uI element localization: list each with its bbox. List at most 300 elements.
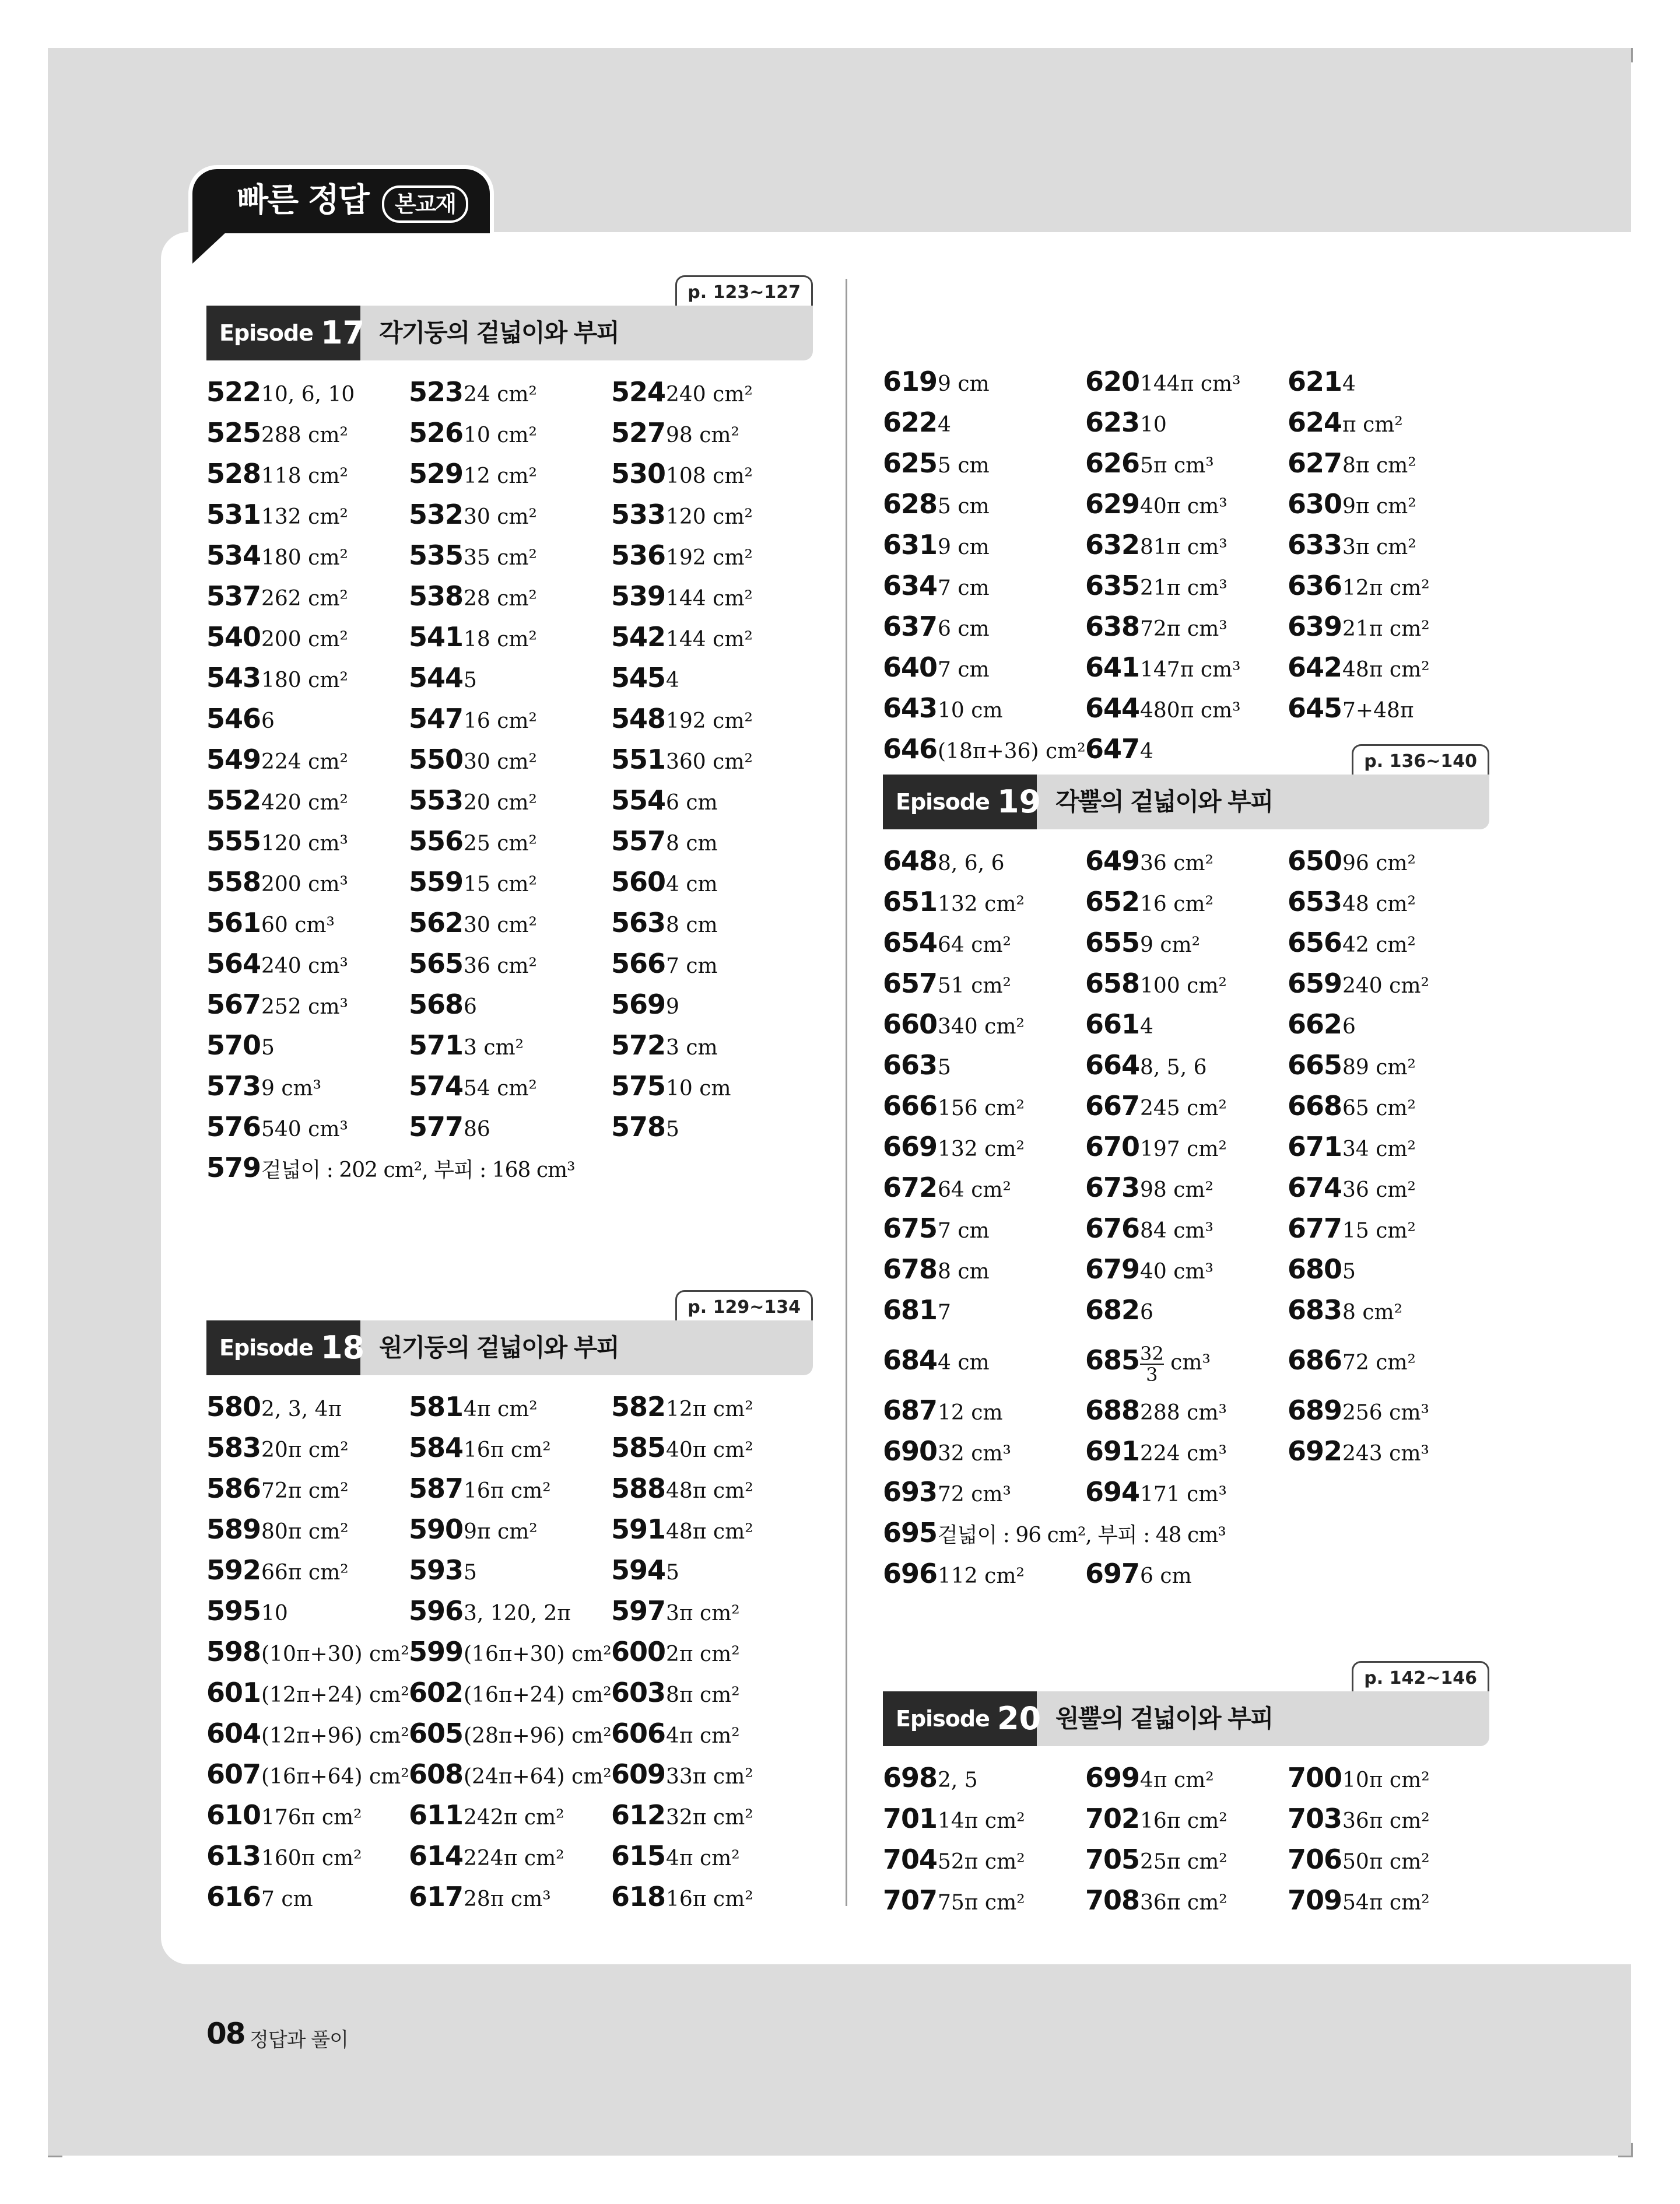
answer-value: 192 cm² [666,546,753,570]
question-number: 655 [1085,927,1140,958]
question-number: 696 [883,1558,938,1589]
question-number: 643 [883,692,938,724]
answer-item-643 [883,688,1003,728]
answer-value: 6 [1342,1015,1356,1039]
answer-value: 3π cm² [666,1602,740,1625]
answer-value: 18 cm² [464,628,537,651]
answer-value: 25π cm² [1140,1850,1227,1874]
answer-value: 176π cm² [261,1806,362,1830]
answer-item-682 [1085,1290,1153,1330]
answer-value: 9π cm² [464,1520,538,1544]
episode-title: 각뿔의 겉넓이와 부피 [1055,787,1273,816]
question-number: 632 [1085,529,1140,560]
answer-item-640 [883,647,990,688]
question-number: 686 [1288,1344,1342,1376]
question-number: 541 [409,621,464,653]
answer-item-539 [611,576,753,616]
answer-item-603 [611,1672,740,1713]
question-number: 524 [611,376,666,408]
answer-item-589 [206,1509,349,1550]
answer-item-529 [409,453,537,494]
answer-item-648 [883,840,1005,881]
answer-value: 7 cm [938,1219,990,1243]
answer-value: 5 [938,1056,951,1080]
answer-item-609 [611,1754,753,1795]
answer-value: 252 cm³ [261,995,348,1019]
answer-value: 72π cm² [261,1479,349,1503]
answer-value: 242π cm² [464,1806,564,1830]
answer-value: 4π cm² [666,1846,740,1870]
answer-value: 7 cm [261,1887,313,1911]
question-number: 566 [611,948,666,979]
question-number: 631 [883,529,938,560]
answer-value: 240 cm² [666,383,753,407]
answer-value: 7 cm [938,576,990,600]
answer-item-637 [883,606,990,647]
question-number: 561 [206,907,261,938]
question-number: 538 [409,580,464,612]
question-number: 704 [883,1844,938,1875]
question-number: 591 [611,1513,666,1545]
page-reference: p. 136~140 [1352,744,1489,776]
answer-value: (10π+30) cm² [261,1642,409,1666]
answer-item-530 [611,453,753,494]
question-number: 633 [1288,529,1342,560]
answer-value: 16 cm² [1140,892,1213,916]
question-number: 703 [1288,1803,1342,1834]
answer-value: 51 cm² [938,974,1011,998]
question-number: 661 [1085,1008,1140,1040]
answer-item-604 [206,1713,409,1754]
episode-header [883,1691,1489,1746]
answer-value: 35 cm² [464,546,537,570]
answer-item-679 [1085,1249,1213,1290]
answer-value: 10 [1140,413,1167,437]
answer-value: 21π cm³ [1140,576,1227,600]
question-number: 700 [1288,1762,1342,1793]
answer-item-676 [1085,1208,1213,1249]
answer-item-651 [883,881,1025,922]
question-number: 534 [206,539,261,571]
page-reference: p. 123~127 [675,275,813,307]
answer-value: 192 cm² [666,709,753,733]
answer-value: 16π cm² [1140,1809,1227,1833]
answer-value: 10 cm [938,699,1003,723]
answer-item-583 [206,1427,349,1468]
answer-value: 10π cm² [1342,1768,1430,1792]
answer-item-594 [611,1550,679,1590]
answer-value: 16π cm² [464,1438,551,1462]
answer-value: 6 [261,709,275,733]
answer-item-674 [1288,1167,1416,1208]
answer-value: 12π cm² [666,1397,753,1421]
answer-item-623 [1085,402,1167,443]
answer-item-703 [1288,1798,1430,1839]
question-number: 545 [611,662,666,693]
answer-item-586 [206,1468,349,1509]
question-number: 575 [611,1070,666,1102]
question-number: 640 [883,651,938,683]
episode-title: 원뿔의 겉넓이와 부피 [1055,1704,1273,1733]
question-number: 680 [1288,1253,1342,1285]
answer-item-620 [1085,361,1241,402]
answer-value: 100 cm² [1140,974,1227,998]
answer-value: 10, 6, 10 [261,383,355,407]
answer-value: 160π cm² [261,1846,362,1870]
answer-item-599 [409,1631,612,1672]
answer-value: 147π cm³ [1140,658,1241,682]
question-number: 622 [883,407,938,438]
question-number: 671 [1288,1131,1342,1162]
question-number: 576 [206,1111,261,1143]
question-number: 577 [409,1111,464,1143]
answer-item-625 [883,443,990,483]
answer-item-559 [409,861,537,902]
answer-value: 5 [1342,1260,1356,1284]
answer-value: 36π cm² [1342,1809,1430,1833]
episode-label-box [206,306,365,360]
answer-value: 72 cm³ [938,1483,1011,1506]
question-number: 598 [206,1636,261,1667]
episode-header [206,1320,813,1375]
question-number: 675 [883,1213,938,1244]
answer-value: 132 cm² [938,1137,1025,1161]
answer-item-699 [1085,1757,1214,1798]
answer-item-705 [1085,1839,1227,1880]
answer-item-613 [206,1835,362,1876]
answer-item-546 [206,698,275,739]
answer-value: 5 cm [938,454,990,478]
answer-value: 12π cm² [1342,576,1430,600]
answer-value: 겉넓이 : 202 cm², 부피 : 168 cm³ [261,1158,575,1182]
answer-item-608 [409,1754,612,1795]
question-number: 559 [409,866,464,898]
answer-value: 84 cm³ [1140,1219,1213,1243]
question-number: 628 [883,488,938,520]
answer-value: 98 cm² [666,423,739,447]
question-number: 611 [409,1799,464,1831]
answer-value: 36 cm² [1342,1178,1416,1202]
episode-label-box [206,1320,365,1375]
answer-value: 48 cm² [1342,892,1416,916]
answer-item-635 [1085,565,1227,606]
question-number: 529 [409,458,464,489]
question-number: 615 [611,1840,666,1872]
answer-item-587 [409,1468,551,1509]
question-number: 617 [409,1881,464,1912]
footer-label: 정답과 풀이 [250,2028,349,2052]
question-number: 623 [1085,407,1140,438]
answer-item-664 [1085,1045,1207,1085]
answer-value: 86 [464,1117,490,1141]
question-number: 657 [883,968,938,999]
episode-19-section [883,744,1489,1607]
episode-label-box [883,1691,1041,1746]
answer-value: 54π cm² [1342,1891,1430,1915]
question-number: 606 [611,1718,666,1749]
question-number: 552 [206,784,261,816]
answer-value: 245 cm² [1140,1096,1227,1120]
answer-item-704 [883,1839,1025,1880]
answer-value: 256 cm³ [1342,1401,1429,1425]
answer-value: 360 cm² [666,750,753,774]
answer-item-662 [1288,1004,1356,1045]
question-number: 581 [409,1391,464,1422]
question-number: 674 [1288,1172,1342,1203]
answer-item-678 [883,1249,990,1290]
answer-value: (28π+96) cm² [464,1724,612,1748]
answer-value: 4π cm² [464,1397,538,1421]
question-number: 665 [1288,1049,1342,1081]
answer-value: (16π+30) cm² [464,1642,612,1666]
answer-item-537 [206,576,348,616]
answer-item-524 [611,372,753,412]
answer-item-591 [611,1509,753,1550]
question-number: 564 [206,948,261,979]
answer-value: 240 cm² [1342,974,1429,998]
answer-item-683 [1288,1290,1402,1330]
answer-value: 30 cm² [464,750,537,774]
answer-value: 32π cm² [666,1806,753,1830]
question-number: 607 [206,1758,261,1790]
answer-value: 75π cm² [938,1891,1025,1915]
answer-value: 8, 6, 6 [938,852,1005,875]
answer-item-687 [883,1390,1003,1431]
question-number: 522 [206,376,261,408]
answer-value: 132 cm² [261,505,348,529]
answer-item-564 [206,943,348,984]
question-number: 629 [1085,488,1140,520]
question-number: 595 [206,1595,261,1627]
answer-value: 3π cm² [1342,535,1416,559]
question-number: 546 [206,703,261,734]
answer-item-531 [206,494,348,535]
answer-value: 5 [464,1561,477,1585]
episode-number: 19 [997,783,1041,820]
question-number: 599 [409,1636,464,1667]
answer-value: 120 cm² [666,505,753,529]
episode-word: Episode [896,1706,990,1732]
answer-value: 52π cm² [938,1850,1025,1874]
question-number: 664 [1085,1049,1140,1081]
answer-value: 14π cm² [938,1809,1025,1833]
answer-item-691 [1085,1431,1227,1471]
answer-item-657 [883,963,1011,1004]
question-number: 618 [611,1881,666,1912]
answer-item-574 [409,1066,537,1106]
answer-item-622 [883,402,951,443]
answer-item-663 [883,1045,951,1085]
answer-value: 48π cm² [1342,658,1430,682]
answer-item-605 [409,1713,612,1754]
question-number: 693 [883,1476,938,1508]
answer-value: 96 cm² [1342,852,1416,875]
answer-item-545 [611,657,679,698]
answer-value: 112 cm² [938,1564,1025,1588]
answer-value: 144 cm² [666,587,753,611]
answer-value: 98 cm² [1140,1178,1213,1202]
answer-value: 118 cm² [261,464,348,488]
question-number: 531 [206,499,261,530]
answer-value: 8π cm² [1342,454,1416,478]
answer-value: 8 cm [938,1260,990,1284]
answer-item-526 [409,412,537,453]
question-number: 658 [1085,968,1140,999]
question-number: 630 [1288,488,1342,520]
answer-value: (18π+36) cm² [938,740,1086,763]
episode-20-section [883,1661,1489,1929]
answer-item-577 [409,1106,490,1147]
answer-value: 4 [1140,740,1153,763]
question-number: 547 [409,703,464,734]
answer-item-670 [1085,1126,1227,1167]
question-number: 666 [883,1090,938,1122]
answer-value: 9π cm² [1342,495,1416,518]
question-number: 572 [611,1029,666,1061]
answer-value: 9 [666,995,679,1019]
answer-item-533 [611,494,753,535]
answer-value: 80π cm² [261,1520,349,1544]
episode-word: Episode [219,320,313,346]
answer-item-628 [883,483,990,524]
answer-item-573 [206,1066,321,1106]
question-number: 635 [1085,570,1140,601]
question-number: 706 [1288,1844,1342,1875]
episode-word: Episode [896,789,990,815]
question-number: 579 [206,1152,261,1183]
answer-value: 480π cm³ [1140,699,1241,723]
question-number: 586 [206,1473,261,1504]
answer-value: (24π+64) cm² [464,1765,612,1789]
answer-item-581 [409,1386,538,1427]
answer-item-590 [409,1509,538,1550]
question-number: 670 [1085,1131,1140,1162]
answer-value: 240 cm³ [261,954,348,978]
question-number: 553 [409,784,464,816]
answer-item-556 [409,821,537,861]
answer-value: 108 cm² [666,464,753,488]
answer-value: 16π cm² [666,1887,753,1911]
answer-item-695 [883,1512,1226,1553]
question-number: 644 [1085,692,1140,724]
answer-item-658 [1085,963,1227,1004]
question-number: 614 [409,1840,464,1872]
answer-item-579 [206,1147,575,1188]
answer-value: 64 cm² [938,933,1011,957]
question-number: 667 [1085,1090,1140,1122]
question-number: 568 [409,989,464,1020]
question-number: 605 [409,1718,464,1749]
question-number: 542 [611,621,666,653]
answer-item-706 [1288,1839,1430,1880]
answer-value: 10 cm [666,1077,731,1101]
answer-value: 66π cm² [261,1561,349,1585]
question-number: 549 [206,744,261,775]
answer-item-565 [409,943,537,984]
answer-value: 54 cm² [464,1077,537,1101]
question-number: 627 [1288,447,1342,479]
answer-value: 224 cm³ [1140,1442,1227,1466]
answer-item-639 [1288,606,1430,647]
question-number: 645 [1288,692,1342,724]
question-number: 619 [883,366,938,397]
column-divider [846,279,847,1906]
question-number: 673 [1085,1172,1140,1203]
answer-value: 2, 3, 4π [261,1397,342,1421]
question-number: 691 [1085,1435,1140,1467]
answer-item-612 [611,1795,753,1835]
answer-value: 200 cm² [261,628,348,651]
answer-item-641 [1085,647,1241,688]
question-number: 708 [1085,1884,1140,1916]
question-number: 624 [1288,407,1342,438]
question-number: 603 [611,1677,666,1708]
question-number: 668 [1288,1090,1342,1122]
answer-item-685 [1085,1340,1211,1386]
question-number: 651 [883,886,938,917]
question-number: 694 [1085,1476,1140,1508]
answer-item-597 [611,1590,740,1631]
question-number: 544 [409,662,464,693]
question-number: 687 [883,1394,938,1426]
question-number: 580 [206,1391,261,1422]
answer-value: 20 cm² [464,791,537,815]
question-number: 684 [883,1344,938,1376]
answer-item-688 [1085,1390,1227,1431]
answer-value: 3 cm² [464,1036,524,1060]
question-number: 571 [409,1029,464,1061]
question-number: 569 [611,989,666,1020]
answer-item-528 [206,453,348,494]
answer-value: 30 cm² [464,913,537,937]
answer-item-523 [409,372,537,412]
answer-item-571 [409,1025,524,1066]
answer-value: 32 cm³ [938,1442,1011,1466]
answer-value: 5 [261,1036,275,1060]
answer-value: 4 [666,668,679,692]
question-number: 648 [883,845,938,877]
answer-value: 156 cm² [938,1096,1025,1120]
answer-item-661 [1085,1004,1153,1045]
question-number: 688 [1085,1394,1140,1426]
answer-item-538 [409,576,537,616]
answer-item-638 [1085,606,1227,647]
answer-item-624 [1288,402,1403,443]
answer-value: 180 cm² [261,546,348,570]
answer-value: 64 cm² [938,1178,1011,1202]
answer-item-649 [1085,840,1213,881]
question-number: 562 [409,907,464,938]
question-number: 536 [611,539,666,571]
question-number: 567 [206,989,261,1020]
question-number: 698 [883,1762,938,1793]
answer-value: 8 cm [666,832,718,856]
answer-value: 12 cm² [464,464,537,488]
answer-value: 33π cm² [666,1765,753,1789]
question-number: 685 [1085,1344,1140,1376]
answer-value: (16π+24) cm² [464,1683,612,1707]
answer-item-689 [1288,1390,1429,1431]
question-number: 556 [409,825,464,857]
answer-value: 243 cm³ [1342,1442,1429,1466]
question-number: 532 [409,499,464,530]
answer-item-644 [1085,688,1241,728]
question-number: 555 [206,825,261,857]
answer-item-621 [1288,361,1356,402]
answer-value: 10 [261,1602,288,1625]
question-number: 548 [611,703,666,734]
question-number: 594 [611,1554,666,1586]
